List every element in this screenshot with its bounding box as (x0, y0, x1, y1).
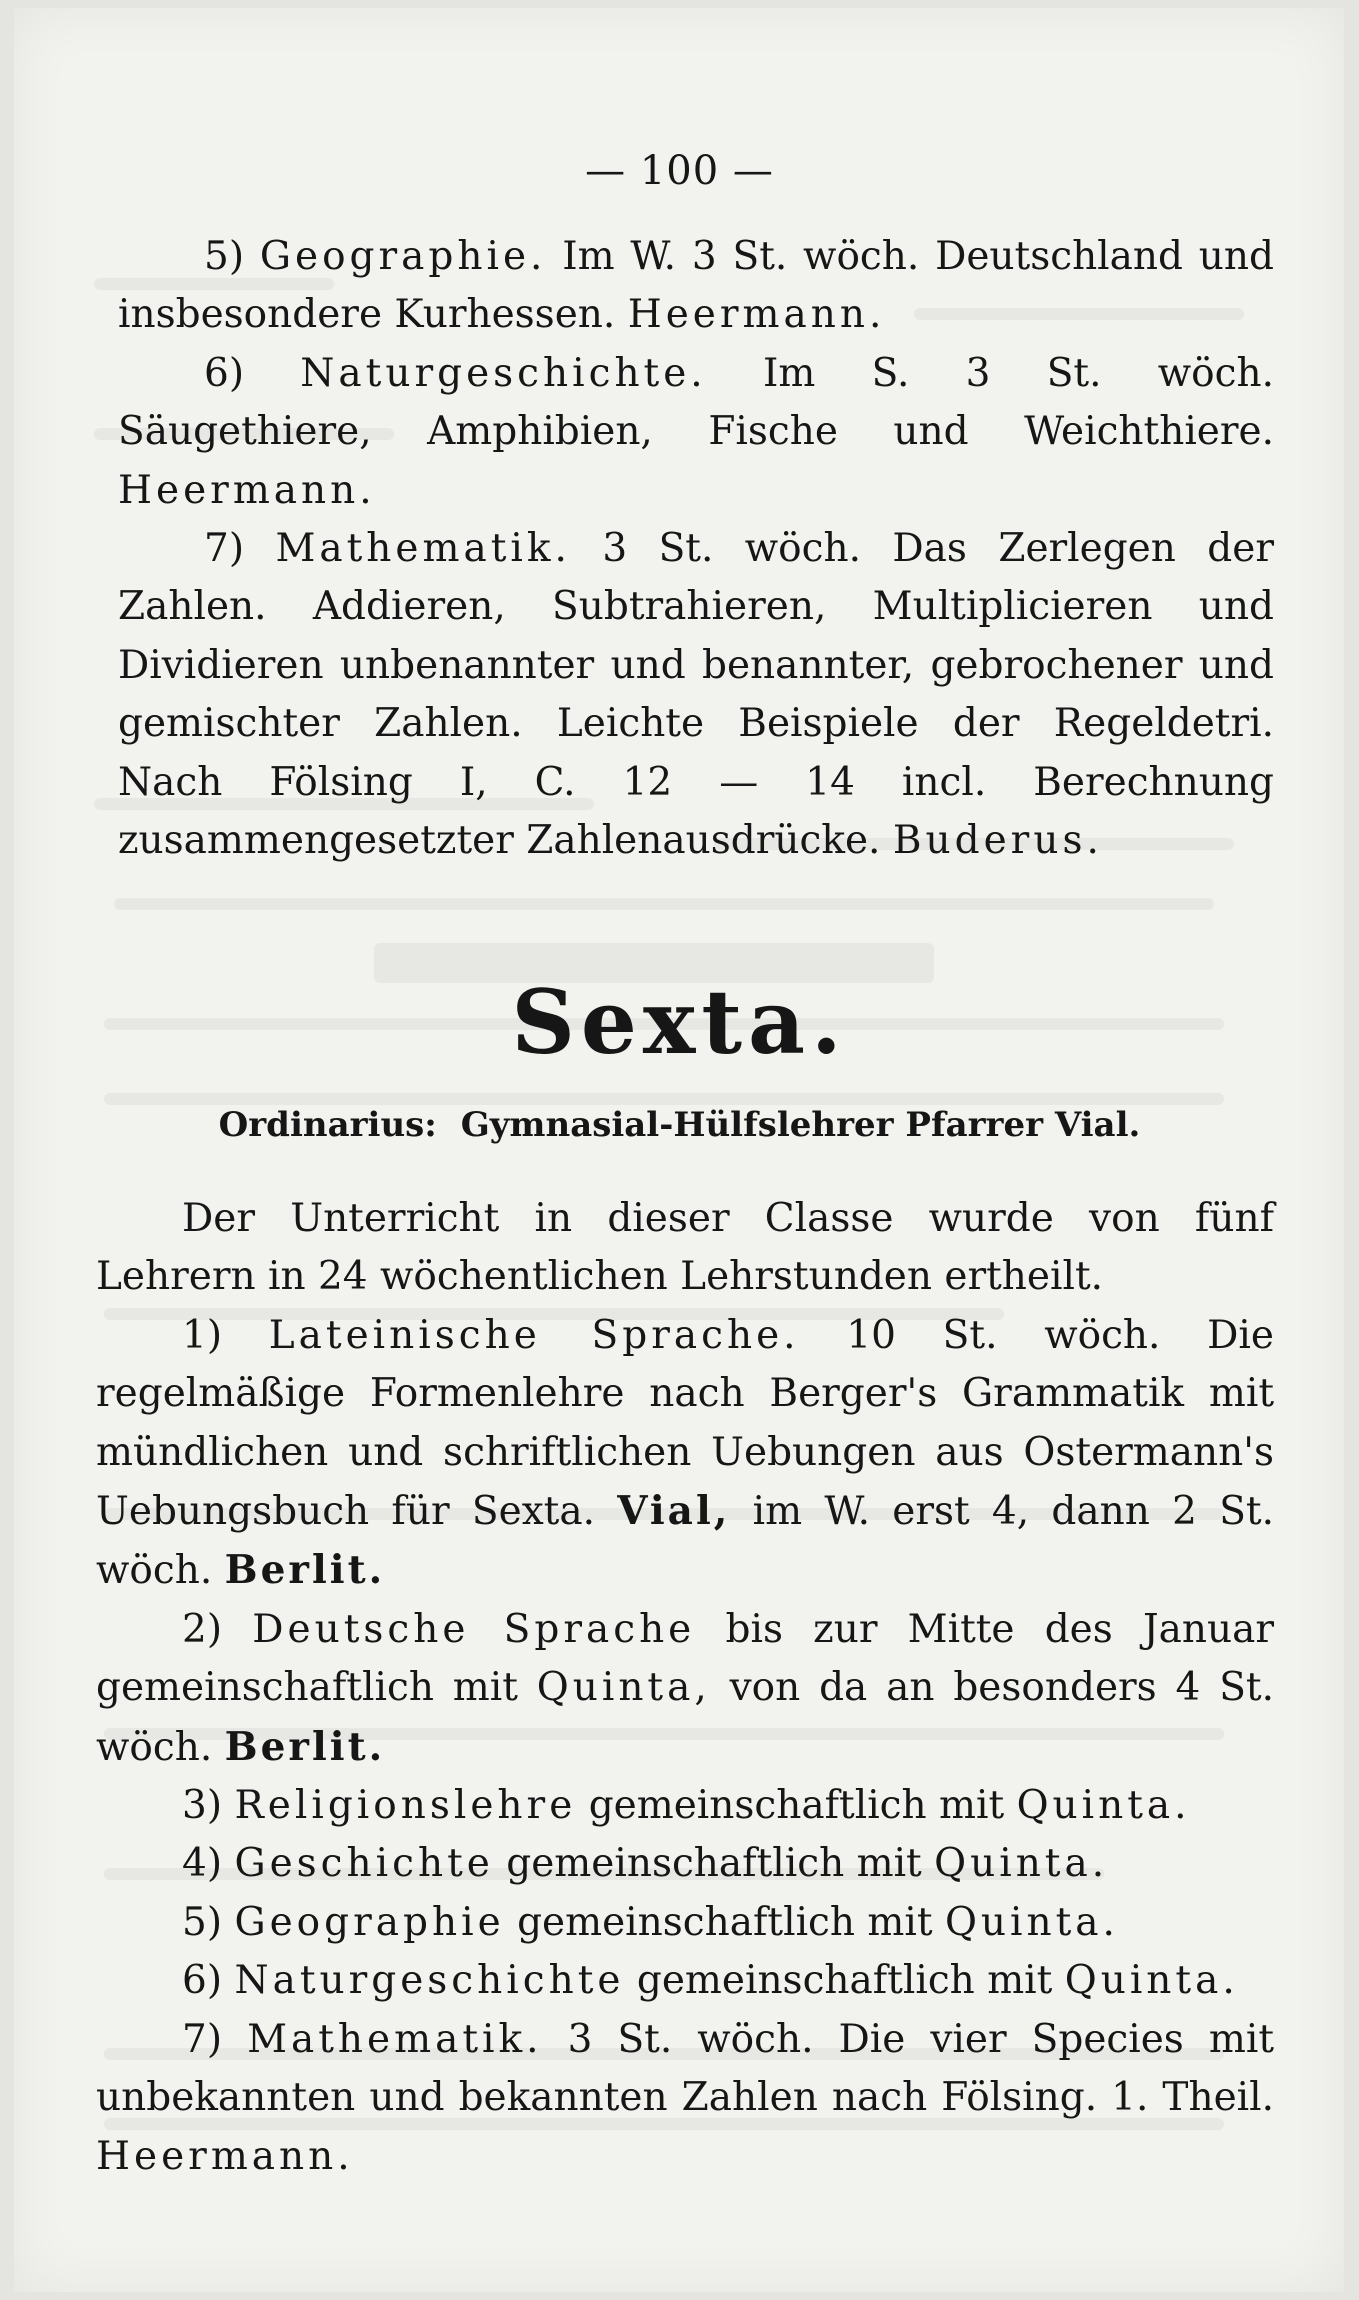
entry-number: 5) (204, 234, 245, 279)
entry-number: 3) (182, 1783, 223, 1829)
subject-entry-naturgeschichte (118, 345, 1274, 520)
entry-number: 1) (182, 1312, 223, 1358)
entry-text: gemeinschaftlich mit (506, 1841, 922, 1887)
entry-subject: Mathematik. (275, 526, 571, 572)
ordinarius-line (0, 1105, 1359, 1145)
entry-subject: Geschichte (234, 1841, 494, 1887)
entry-teacher: Heermann. (627, 292, 886, 338)
entry-subject: Geographie. (259, 234, 547, 279)
subject-entry-geographie (118, 228, 1274, 345)
entry-teacher: Vial, (617, 1488, 731, 1535)
entry-number: 4) (182, 1841, 223, 1887)
entry-teacher: Heermann. (118, 467, 376, 513)
entry-subject: Lateinische Sprache. (268, 1312, 800, 1358)
entry-teacher: Berlit. (224, 1723, 386, 1770)
entry-number: 7) (182, 2016, 223, 2062)
entry-subject: Mathematik. (247, 2016, 543, 2062)
subject-entry-mathematik (96, 2011, 1274, 2186)
entry-number: 7) (204, 526, 245, 572)
subject-entry-mathematik (118, 520, 1274, 870)
entry-subject: Naturgeschichte (234, 1958, 625, 2004)
entry-text-2: von da an besonders 4 St. wöch. (96, 1665, 1274, 1770)
subject-entry-religion (96, 1777, 1274, 1835)
entry-text: gemeinschaftlich mit (517, 1899, 933, 1945)
ordinarius-label: Ordinarius: (218, 1105, 437, 1145)
class-heading: Sexta. (511, 970, 848, 1074)
entry-text: 10 St. wöch. Die regelmäßige Formenlehre nach Berger's Grammatik mit mündlichen und schriftlichen Uebungen aus Ostermann's Uebungsbuch für Sexta. (96, 1312, 1274, 1535)
subject-entry-latein (96, 1307, 1274, 1601)
entry-text-2: im W. erst 4, dann 2 St. wöch. (96, 1489, 1274, 1594)
entry-number: 2) (182, 1606, 223, 1652)
ordinarius-name: Gymnasial-Hülfslehrer Pfarrer Vial. (460, 1105, 1141, 1145)
subject-entry-naturgeschichte (96, 1952, 1274, 2010)
page-number: — 100 — (585, 148, 774, 194)
sexta-subject-list (96, 1190, 1274, 2186)
intro-paragraph: Der Unterricht in dieser Classe wurde von fünf Lehrern in 24 wöchentlichen Lehrstunden ertheilt. (96, 1196, 1274, 1300)
entry-quinta: Quinta. (1016, 1783, 1191, 1829)
entry-text: gemeinschaftlich mit (636, 1958, 1053, 2004)
entry-number: 5) (182, 1899, 223, 1945)
continued-subject-list (118, 228, 1274, 870)
entry-text: Im W. 3 St. wöch. Deutschland und insbesondere Kurhessen. (118, 234, 1274, 338)
entry-teacher: Heermann. (96, 2133, 354, 2179)
entry-text: gemeinschaftlich mit (588, 1783, 1005, 1829)
entry-number: 6) (182, 1958, 223, 2004)
entry-number: 6) (204, 350, 245, 396)
entry-text: 3 St. wöch. Das Zerlegen der Zahlen. Addieren, Subtrahieren, Multiplicieren und Dividieren unbenannter und benannter, gebrochener und gemischter Zahlen. Leichte Beispiele der Regeldetri. Nach Fölsing I, C. 12 — 14 incl. Berechnung zusammengesetzter Zahlenausdrücke. (118, 526, 1274, 864)
entry-subject: Religionslehre (234, 1783, 577, 1829)
entry-quinta: Quinta. (944, 1899, 1119, 1945)
entry-text: bis zur Mitte des Januar gemeinschaftlich mit (96, 1606, 1274, 1711)
subject-entry-deutsch (96, 1601, 1274, 1777)
subject-entry-geographie (96, 1894, 1274, 1952)
subject-entry-geschichte (96, 1835, 1274, 1893)
entry-subject: Geographie (234, 1899, 505, 1945)
entry-teacher-2: Berlit. (224, 1547, 386, 1594)
entry-subject: Naturgeschichte. (300, 350, 707, 396)
entry-text: Im S. 3 St. wöch. Säugethiere, Amphibien, Fische und Weichthiere. (118, 350, 1274, 455)
entry-quinta: Quinta. (934, 1841, 1109, 1887)
entry-quinta: Quinta. (1064, 1958, 1239, 2004)
entry-quinta: Quinta, (536, 1665, 711, 1711)
entry-subject: Deutsche Sprache (252, 1606, 696, 1652)
entry-teacher: Buderus. (892, 818, 1103, 864)
entry-text: 3 St. wöch. Die vier Species mit unbekannten und bekannten Zahlen nach Fölsing. 1. Theil. (96, 2016, 1274, 2121)
